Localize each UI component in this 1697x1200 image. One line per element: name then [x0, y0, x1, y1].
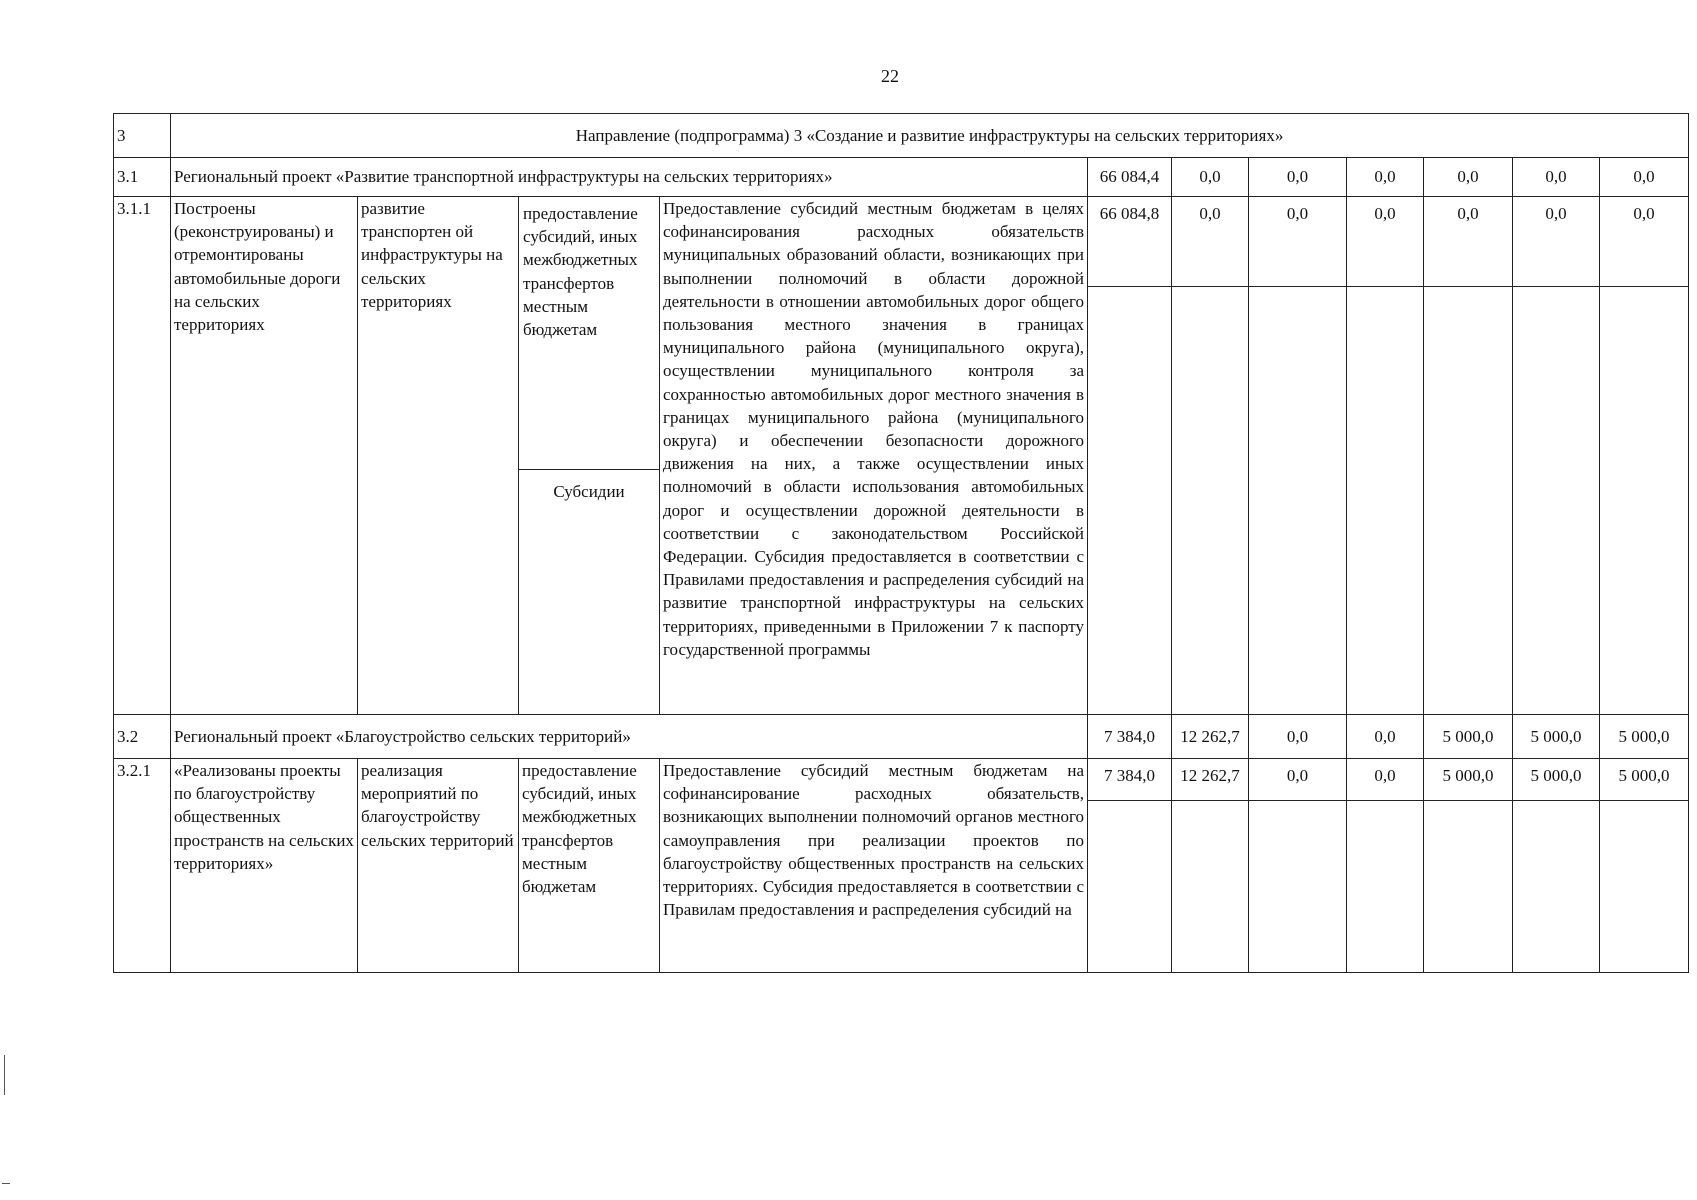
row-code: 3.2 [114, 715, 171, 759]
value-text: 5 000,0 [1424, 759, 1512, 801]
value-cell [1513, 197, 1600, 715]
value-cell: 5 000,0 [1424, 715, 1513, 759]
value-cell: 0,0 [1249, 715, 1347, 759]
value-text: 0,0 [1347, 759, 1423, 801]
value-text: 7 384,0 [1088, 759, 1171, 801]
value-text: 0,0 [1249, 197, 1346, 287]
result-cell: «Реализованы проекты по благоустройству общественных пространств на сельских территориях» [171, 759, 358, 973]
value-text: 0,0 [1249, 759, 1346, 801]
mechanism-text: предоставление субсидий, иных межбюджетных трансфертов местным бюджетам [519, 197, 659, 470]
mechanism-cell: предоставление субсидий, иных межбюджетных трансфертов местным бюджетам [519, 759, 660, 973]
value-cell: 12 262,7 [1172, 715, 1249, 759]
value-text: 0,0 [1600, 197, 1688, 287]
value-cell [1088, 197, 1172, 715]
table-row [114, 759, 1689, 973]
value-cell: 0,0 [1424, 158, 1513, 197]
program-table [113, 113, 1689, 973]
value-text: 66 084,8 [1088, 197, 1171, 287]
mechanism-type: Субсидии [553, 482, 625, 501]
event-cell: реализация мероприятий по благоустройству сельских территорий [358, 759, 519, 973]
value-cell [1172, 197, 1249, 715]
value-cell: 0,0 [1347, 158, 1424, 197]
value-text: 0,0 [1347, 197, 1423, 287]
value-cell: 5 000,0 [1513, 715, 1600, 759]
section-code: 3 [114, 114, 171, 158]
value-text: 5 000,0 [1600, 759, 1688, 801]
value-cell: 0,0 [1513, 158, 1600, 197]
description-cell: Предоставление субсидий местным бюджетам в целях софинансирования расходных обязательств муниципальных образований области, возникающих при выполнении полномочий в области дорожной деятельности в отношении автомобильных дорог общего пользования местного значения в границах муниципального района (муниципального округа), осуществлении муниципального контроля за сохранностью автомобильных дорог местного значения в границах муниципального района (муниципального округа) и обеспечении безопасности дорожного движения на них, а также осуществлении иных полномочий в области использования автомобильных дорог и осуществлении дорожной деятельности в соответствии с законодательством Российской Федерации. Субсидия предоставляется в соответствии с Правилами предоставления и распределения субсидий на развитие транспортной инфраструктуры на сельских территориях, приведенными в Приложении 7 к паспорту государственной программы [660, 197, 1088, 715]
section-title: Направление (подпрограмма) 3 «Создание и развитие инфраструктуры на сельских территориях» [171, 114, 1689, 158]
table-row [114, 197, 1689, 715]
row-code: 3.2.1 [114, 759, 171, 973]
value-cell: 0,0 [1600, 158, 1689, 197]
value-cell: 7 384,0 [1088, 715, 1172, 759]
value-cell [1088, 759, 1172, 973]
value-cell [1347, 759, 1424, 973]
value-cell [1424, 197, 1513, 715]
value-text: 12 262,7 [1172, 759, 1248, 801]
value-text: 0,0 [1424, 197, 1512, 287]
mechanism-cell [519, 197, 660, 715]
scan-margin-mark [4, 1055, 7, 1095]
value-cell [1600, 759, 1689, 973]
project-title: Региональный проект «Развитие транспортной инфраструктуры на сельских территориях» [171, 158, 1088, 197]
section-row [114, 114, 1689, 158]
value-cell [1513, 759, 1600, 973]
value-text: 0,0 [1172, 197, 1248, 287]
description-cell: Предоставление субсидий местным бюджетам на софинансирование расходных обязательств, возникающих выполнении полномочий органов местного самоуправления при реализации проектов по благоустройству общественных пространств на сельских территориях. Субсидия предоставляется в соответствии с Правилам предоставления и распределения субсидий на [660, 759, 1088, 973]
table-row [114, 715, 1689, 759]
value-cell [1600, 197, 1689, 715]
event-cell: развитие транспортен ой инфраструктуры на сельских территориях [358, 197, 519, 715]
row-code: 3.1 [114, 158, 171, 197]
value-cell: 5 000,0 [1600, 715, 1689, 759]
value-cell [1249, 759, 1347, 973]
value-cell: 0,0 [1172, 158, 1249, 197]
value-text: 5 000,0 [1513, 759, 1599, 801]
scan-margin-mark [2, 1183, 10, 1184]
row-code: 3.1.1 [114, 197, 171, 715]
value-cell [1347, 197, 1424, 715]
value-cell: 0,0 [1347, 715, 1424, 759]
value-cell: 66 084,4 [1088, 158, 1172, 197]
page-number: 22 [881, 66, 899, 86]
value-cell [1249, 197, 1347, 715]
value-cell: 0,0 [1249, 158, 1347, 197]
value-text: 0,0 [1513, 197, 1599, 287]
table-row [114, 158, 1689, 197]
value-cell [1424, 759, 1513, 973]
project-title: Региональный проект «Благоустройство сельских территорий» [171, 715, 1088, 759]
value-cell [1172, 759, 1249, 973]
result-cell: Построены (реконструированы) и отремонтированы автомобильные дороги на сельских территориях [171, 197, 358, 715]
